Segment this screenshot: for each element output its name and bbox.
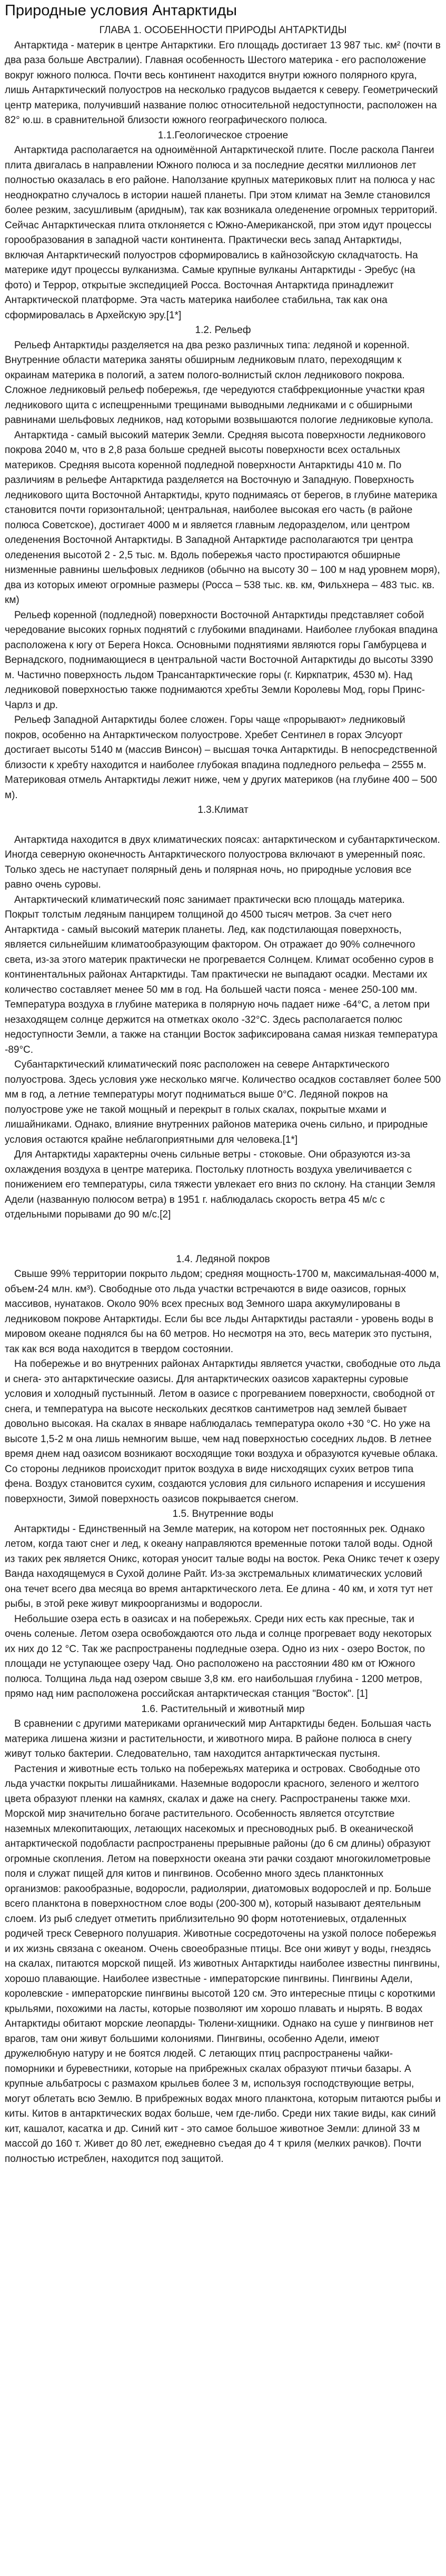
climate-paragraph: Для Антарктиды характерны очень сильные ветры - стоковые. Они образуются из-за охлаждения воздуха в центре материка. Постольку плотность воздуха увеличивается с понижением его температуры, сила тяжести увлекает его вниз по склону. На станции Земля Адели (названную полюсом ветра) в 1951 г. наблюдалась скорость ветра 45 м/с с отдельными порывами до 90 м/с.[2]	[5, 1149, 435, 1220]
flora-fauna-paragraph: В сравнении с другими материками органический мир Антарктиды беден. Большая часть материка лишена жизни и растительности, и животного мира. В районе полюса в снегу живут только бактерии. Следовательно, там находится антарктическая пустыня.	[5, 1718, 431, 1759]
geology-paragraph: Антарктида располагается на одноимённой Антарктической плите. После раскола Пангеи плита двигалась в направлении Южного полюса и за последние десятки миллионов лет полностью оказалась в его районе. Наползание крупных материковых плит на полюса у нас неоднократно случалось в истории нашей планеты. При этом климат на Земле становился более резким, засушливым (аридным), так как возникала оледенение огромных территорий. Сейчас Антарктическая плита отклоняется с Южно-Американской, при этом идут процессы горообразования в западной части континента. Практически весь запад Антарктиды, включая Антарктический полуостров сформировались в кайнозойскую складчатость. На материке идут процессы вулканизма. Самые крупные вулканы Антарктиды - Эребус (на фото) и Террор, открытые экспедицией Росса. Восточная Антарктида принадлежит Антарктической платформе. Эта часть материка наиболее стабильна, так как она сформировалась в Архейскую эру.[1*]	[5, 145, 438, 321]
section-title-inland-waters: 1.5. Внутренние воды	[172, 1508, 274, 1520]
relief-paragraph: Антарктида - самый высокий материк Земли. Средняя высота поверхности ледникового покрова 2040 м, что в 2,8 раза больше средней высоты поверхности всех остальных материков. Средняя высота коренной подледной поверхности Антарктиды 410 м. По различиям в рельефе Антарктида разделяется на Восточную и Западную. Поверхность ледникового щита Восточной Антарктиды, круто поднимаясь от берегов, в глубине материка становится почти горизонтальной; центральная, наиболее высокая его часть (в районе полюса Советское), достигает 4000 м и является главным ледоразделом, или центром оледенения Восточной Антарктиды. В Западной Антарктиде располагаются три центра оледенения высотой 2 - 2,5 тыс. м. Вдоль побережья часто простираются обширные низменные равнины шельфовых ледников (обычно на высоту 30 – 100 м над уровнем моря), два из которых имеют огромные размеры (Росса – 538 тыс. кв. км, Фильхнера – 483 тыс. кв. км)	[5, 429, 440, 606]
page-title: Природные условия Антарктиды	[5, 2, 237, 19]
ice-sheet-paragraph: На побережье и во внутренних районах Антарктиды является участки, свободные ото льда и снега- это антарктические оазисы. Для антарктических оазисов характерны суровые условия и холодный пустынный. Летом в оазисе с прогреванием поверхности, свободной от снега, и температура на высоте нескольких десятков сантиметров над землей бывает довольно высокая. На скалах в январе наблюдалась температура около +30 °С. Но уже на высоте 1,5-2 м она лишь немногим выше, чем над поверхностью соседних льдов. В летнее время днем над оазисом возникают восходящие токи воздуха и образуются кучевые облака. Со стороны ледников происходит приток воздуха в виде нисходящих сухих ветров типа фена. Воздух становится сухим, создаются условия для сильного испарения и иссушения поверхности, Зимой поверхность оазисов покрывается снегом.	[5, 1359, 441, 1505]
inland-waters-paragraph: Антарктиды - Единственный на Земле материк, на котором нет постоянных рек. Однако летом, когда тают снег и лед, к океану направляются временные потоки талой воды. Одной из таких рек является Оникс, которая уносит талые воды на восток. Река Оникс течет к озеру Ванда находящемуся в Сухой долине Райт. Из-за экстремальных климатических условий она течет всего два месяца во время антарктического лета. Ее длина - 40 км, и хотя тут нет рыбы, в этой реке живут микроорганизмы и водоросли.	[5, 1523, 440, 1609]
spacer	[5, 818, 441, 833]
ice-sheet-paragraph: Свыше 99% территории покрыто льдом; средняя мощность-1700 м, максимальная-4000 м, объем-24 млн. км³). Свободные ото льда участки встречаются в виде оазисов, горных массивов, нунатаков. Около 90% всех пресных вод Земного шара аккумулированы в ледниковом покрове Антарктиды. Если бы все льды Антарктиды растаяли - уровень воды в мировом океане поднялся бы на 60 метров. Но несмотря на это, весь материк это пустыня, так как вся вода находится в твердом состоянии.	[5, 1269, 439, 1355]
section-title-flora-fauna: 1.6. Растительный и животный мир	[141, 1703, 305, 1715]
section-title-ice-sheet: 1.4. Ледяной покров	[176, 1253, 270, 1265]
section-title-geology: 1.1.Геологическое строение	[157, 129, 289, 141]
intro-paragraph: Антарктида - материк в центре Антарктики. Его площадь достигает 13 987 тыс. км² (почти в два раза больше Австралии). Главная особенность Шестого материка - его расположение вокруг южного полюса. Почти весь континент находится внутри южного полярного круга, лишь Антарктический полуостров на несколько градусов выдается к северу. Геометрический центр материка, получивший название полюс относительной недоступности, расположен на 82° ю.ш. в сравнительной близости южного географического полюса.	[5, 39, 441, 126]
chapter-title: ГЛАВА 1. ОСОБЕННОСТИ ПРИРОДЫ АНТАРКТИДЫ	[99, 25, 347, 36]
climate-paragraph: Антарктида находится в двух климатических поясах: антарктическом и субантарктическом. Иногда северную оконечность Антарктического полуострова включают в умеренный пояс. Только здесь не наступает полярный день и полярная ночь, но природные условия все равно очень суровы.	[5, 834, 440, 890]
relief-paragraph: Рельеф коренной (подледной) поверхности Восточной Антарктиды представляет собой чередование высоких горных поднятий с глубокими впадинами. Наиболее глубокая впадина расположена к югу от Берега Нокса. Основными поднятиями являются горы Гамбурцева и Вернадского, поднимающиеся в центральной части Восточной Антарктиды до высоты 3390 м. Частично поверхность льдом Трансантарктические горы (г. Киркпатрик, 4530 м). Над ледниковой поверхностью также поднимаются хребты Земли Королевы Мод, горы Принс-Чарлз и др.	[5, 609, 438, 711]
climate-paragraph: Антарктический климатический пояс занимает практически всю площадь материка. Покрыт толстым ледяным панцирем толщиной до 4500 тысяч метров. За счет него Антарктида - самый высокий материк планеты. Лед, как подстилающая поверхность, является сильнейшим климатообразующим фактором. Он отражает до 90% солнечного света, из-за этого материк практически не прогревается Солнцем. Климат особенно суров в континентальных районах Антарктиды. Там практически не выпадают осадки. Местами их количество составляет менее 50 мм в год. На большей части пояса - менее 250-100 мм. Температура воздуха в глубине материка в полярную ночь падает ниже -64°С, а летом при незаходящем солнце держится на отметках около -32°С. Здесь располагается полюс недоступности Земли, а также на станции Восток зафиксирована самая низкая температура -89°С.	[5, 894, 438, 1055]
flora-fauna-paragraph: Растения и животные есть только на побережьях материка и островах. Свободные ото льда участки покрыты лишайниками. Наземные водоросли красного, зеленого и желтого цвета образуют пленки на камнях, скалах и даже на снегу. Распространены также мхи. Морской мир значительно богаче растительного. Особенность является отсутствие наземных млекопитающих, летающих насекомых и пресноводных рыб. В океанической антарктической подобласти распространены прерывные районы (до 6 см длины) образуют огромные скопления. Летом на поверхности океана эти рачки создают многокилометровые поля и служат пищей для китов и пингвинов. Особенно много здесь планктонных организмов: ракообразные, водоросли, радиолярии, диатомовых водорослей и пр. Больше всего планктона в поверхностном слое воды (200-300 м), который называют деятельным слоем. Из рыб следует отметить приблизительно 90 форм нототениевых, отдаленных родичей треск Северного полушария. Животные сосредоточены на узкой полосе побережья и их жизнь связана с океаном. Очень своеобразные птицы. Все они живут у воды, гнездясь на скалах, питаются морской пищей. Из животных Антарктиды наиболее известны пингвины, хорошо плавающие. Наиболее известные - императорские пингвины. Пингвины Адели, королевские - императорские пингвины высотой 120 см. Это интересные птицы с короткими крыльями, похожими на ласты, которые позволяют им хорошо плавать и нырять. В водах Антарктиды обитают морские леопарды- Тюлени-хищники. Однако на суше у пингвинов нет врагов, там они живут большими колониями. Пингвины, особенно Адели, имеют дружелюбную натуру и не боятся людей. С летающих птиц распространены чайки-поморники и буревестники, которые на прибрежных скалах образуют птичьи базары. А крупные альбатросы с размахом крыльев более 3 м, используя господствующие ветры, могут облетать всю Землю. В прибрежных водах много планктона, которым питаются рыбы и киты. Китов в антарктических водах больше, чем где-либо. Среди них такие виды, как синий кит, кашалот, касатка и др. Синий кит - это самое большое животное Земли: длиной 33 м массой до 160 т. Живет до 80 лет, ежедневно съедая до 4 т криля (мелких рачков). Почти полностью истреблен, находится под защитой.	[5, 1763, 441, 2165]
section-title-climate: 1.3.Климат	[197, 804, 249, 816]
climate-paragraph: Субантарктический климатический пояс расположен на севере Антарктического полуострова. Здесь условия уже несколько мягче. Количество осадков составляет более 500 мм в год, а летние температуры могут подниматься выше 0°С. Ледяной покров на полуострове уже не такой мощный и перекрыт в голых скалах, покрытые мхами и лишайниками. Однако, влияние внутренних районов материка очень сильно, и природные условия остаются крайне неблагоприятными для человека.[1*]	[5, 1059, 441, 1145]
relief-paragraph: Рельеф Западной Антарктиды более сложен. Горы чаще «прорывают» ледниковый покров, особенно на Антарктическом полуострове. Хребет Сентинел в горах Элсуорт достигает высоты 5140 м (массив Винсон) – высшая точка Антарктиды. В непосредственной близости к хребту находится и наиболее глубокая впадина подледного рельефа – 2555 м. Материковая отмель Антарктиды лежит ниже, чем у других материков (на глубине 400 – 500 м).	[5, 715, 438, 801]
inland-waters-paragraph: Небольшие озера есть в оазисах и на побережьях. Среди них есть как пресные, так и очень соленые. Летом озера освобождаются ото льда и солнце прогревает воду некоторых их них до 12 °С. Так же распространены подледные озера. Одно из них - озеро Восток, по площади не уступающее озеру Чад. Оно расположено на расстоянии 480 км от Южного полюса. Толщина льда над озером свыше 3,8 км. его наибольшая глубина - 1200 метров, прямо над ним расположена российская антарктическая станция "Восток". [1]	[5, 1613, 432, 1699]
section-title-relief: 1.2. Рельеф	[195, 325, 251, 336]
document	[0, 1, 446, 2188]
spacer	[5, 1223, 441, 1252]
relief-paragraph: Рельеф Антарктиды разделяется на два резко различных типа: ледяной и коренной. Внутренние области материка заняты обширным ледниковым плато, переходящим к окраинам материка в пологий, а затем пологo-волнистый склон ледникового покрова. Сложное ледниковый рельеф побережья, где чередуются стабфрекционные участки края ледникового щита с испещренными трещинами выводными ледниками и с обширными равнинами шельфовых ледников, над которыми возвышаются пологие ледниковые куполa.	[5, 339, 433, 426]
